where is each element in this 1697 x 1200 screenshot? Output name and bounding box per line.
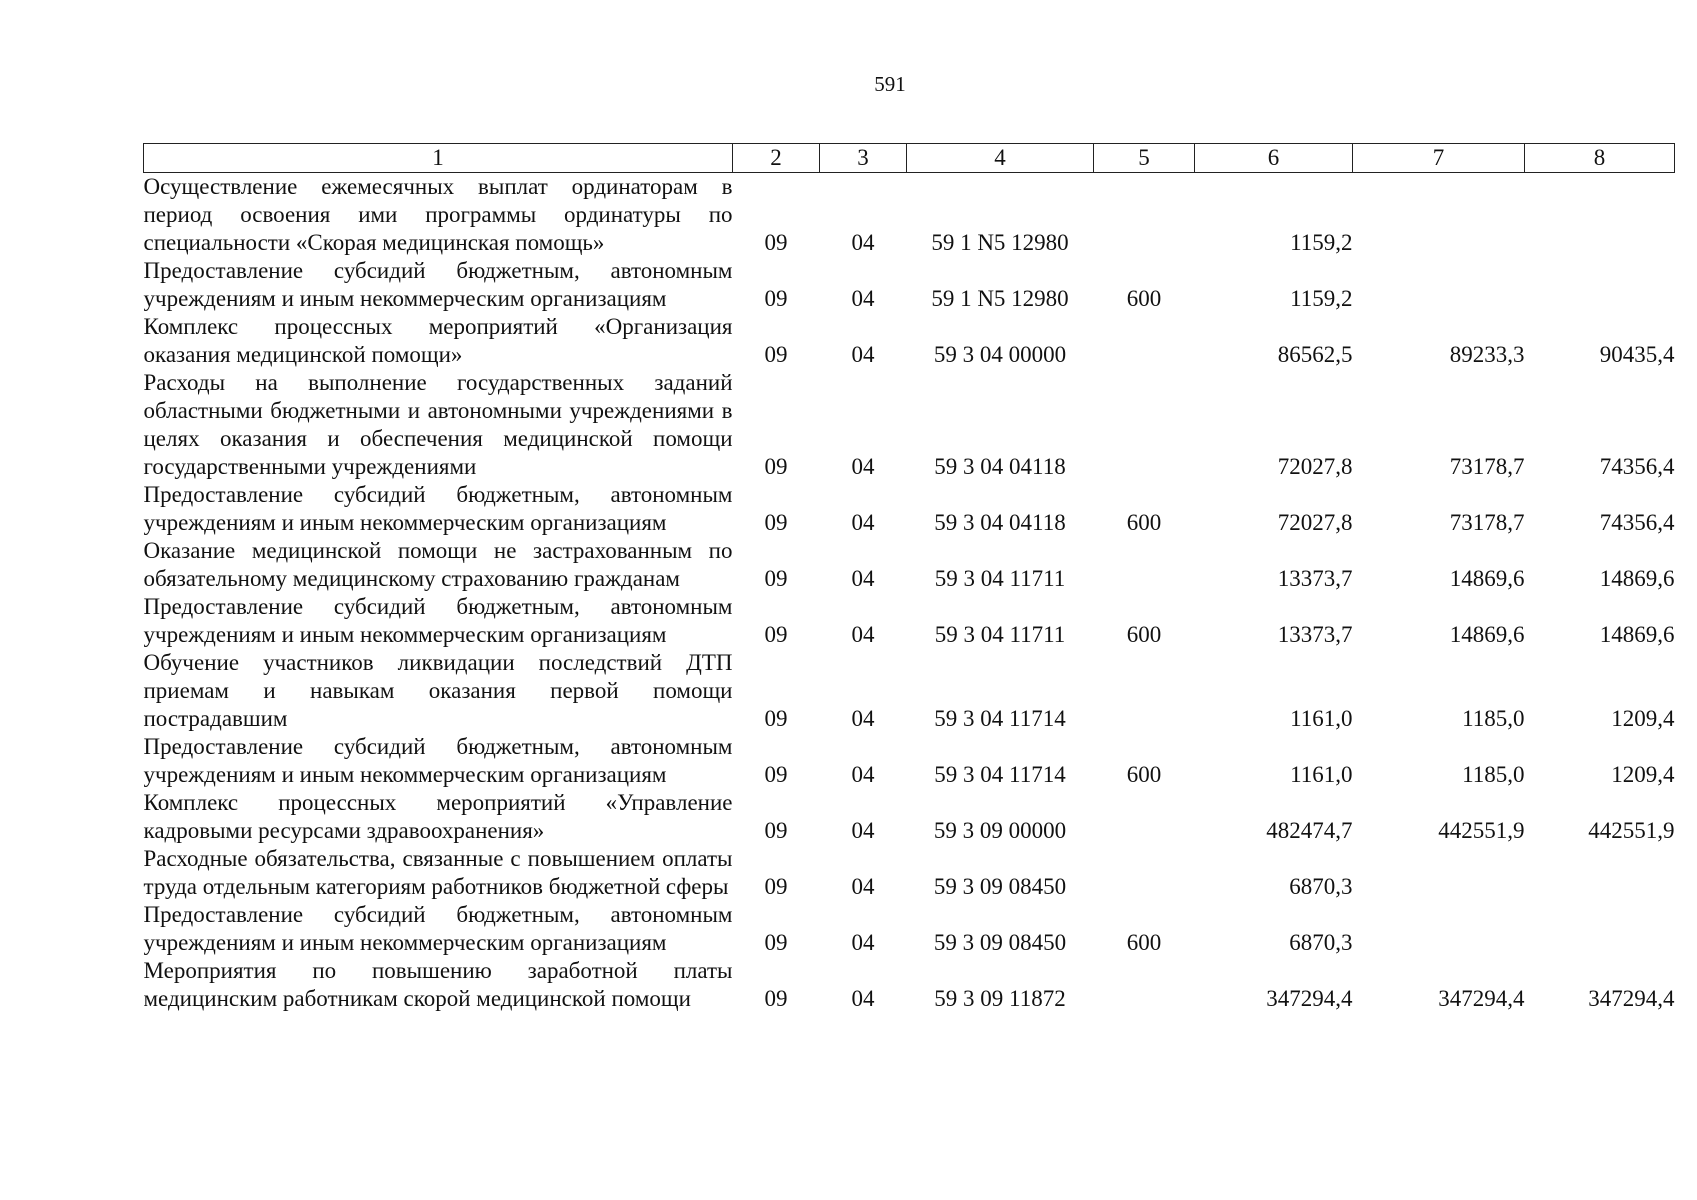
expense-type-code — [1094, 313, 1195, 369]
amount-column-6: 1161,0 — [1290, 762, 1353, 787]
amount-column-6: 86562,5 — [1277, 342, 1353, 367]
amount-column-7 — [1353, 173, 1525, 258]
target-article-code: 59 3 04 11714 — [934, 762, 1066, 787]
target-article-code: 59 3 09 08450 — [933, 930, 1067, 955]
row-name: Расходы на выполнение государственных заданий областными бюджетными и автономными учреждениями в целях оказания и обеспечения медицинской помощи государственными учреждениями — [143, 370, 733, 479]
amount-column-8 — [1525, 901, 1675, 957]
amount-column-7 — [1353, 257, 1525, 313]
amount-column-8: 1209,4 — [1611, 762, 1675, 787]
table-body — [144, 173, 1675, 1014]
subsection-code: 04 — [851, 762, 875, 787]
amount-column-7 — [1353, 901, 1525, 957]
subsection-code: 04 — [851, 930, 875, 955]
target-article-code: 59 3 09 00000 — [933, 818, 1067, 843]
amount-column-8: 1209,4 — [1611, 706, 1675, 731]
section-code: 09 — [764, 874, 788, 899]
subsection-code: 04 — [851, 622, 875, 647]
target-article-code: 59 3 04 04118 — [934, 510, 1066, 535]
expense-type-code — [1094, 369, 1195, 481]
amount-column-8: 14869,6 — [1599, 622, 1675, 647]
table-row — [144, 957, 1675, 1013]
row-name: Обучение участников ликвидации последствий ДТП приемам и навыкам оказания первой помощи пострадавшим — [143, 650, 733, 731]
amount-column-8 — [1525, 173, 1675, 258]
amount-column-7: 73178,7 — [1449, 454, 1525, 479]
target-article-code: 59 3 04 04118 — [934, 454, 1066, 479]
amount-column-6: 72027,8 — [1277, 510, 1353, 535]
amount-column-8: 14869,6 — [1599, 566, 1675, 591]
subsection-code: 04 — [851, 706, 875, 731]
column-header: 3 — [820, 144, 907, 173]
table-row — [144, 537, 1675, 593]
section-code: 09 — [764, 762, 788, 787]
table-row — [144, 845, 1675, 901]
amount-column-7: 89233,3 — [1449, 342, 1525, 367]
amount-column-7: 14869,6 — [1449, 566, 1525, 591]
table-row — [144, 901, 1675, 957]
column-header: 5 — [1094, 144, 1195, 173]
target-article-code: 59 1 N5 12980 — [931, 230, 1069, 255]
table-row — [144, 789, 1675, 845]
table-row — [144, 313, 1675, 369]
amount-column-7: 14869,6 — [1449, 622, 1525, 647]
column-header: 6 — [1195, 144, 1353, 173]
expense-type-code: 600 — [1126, 286, 1162, 311]
expense-type-code — [1094, 537, 1195, 593]
budget-table — [143, 143, 1675, 1013]
section-code: 09 — [764, 342, 788, 367]
row-name: Мероприятия по повышению заработной платы медицинским работникам скорой медицинской помощи — [143, 958, 733, 1011]
column-header: 2 — [733, 144, 820, 173]
column-header: 7 — [1353, 144, 1525, 173]
table-row — [144, 257, 1675, 313]
target-article-code: 59 3 04 11711 — [934, 622, 1066, 647]
amount-column-6: 13373,7 — [1277, 622, 1353, 647]
row-name: Предоставление субсидий бюджетным, автономным учреждениям и иным некоммерческим организациям — [143, 902, 733, 955]
column-header: 1 — [144, 144, 733, 173]
subsection-code: 04 — [851, 230, 875, 255]
subsection-code: 04 — [851, 986, 875, 1011]
amount-column-7: 1185,0 — [1462, 762, 1525, 787]
target-article-code: 59 3 04 11714 — [934, 706, 1066, 731]
subsection-code: 04 — [851, 510, 875, 535]
row-name: Предоставление субсидий бюджетным, автономным учреждениям и иным некоммерческим организациям — [143, 594, 733, 647]
table-row — [144, 481, 1675, 537]
amount-column-6: 347294,4 — [1266, 986, 1353, 1011]
table-header — [144, 144, 1675, 173]
amount-column-6: 6870,3 — [1289, 930, 1353, 955]
section-code: 09 — [764, 930, 788, 955]
amount-column-8: 442551,9 — [1588, 818, 1675, 843]
expense-type-code — [1094, 649, 1195, 733]
amount-column-8: 347294,4 — [1588, 986, 1675, 1011]
column-header: 4 — [907, 144, 1094, 173]
table-row — [144, 733, 1675, 789]
amount-column-8 — [1525, 845, 1675, 901]
amount-column-6: 1159,2 — [1290, 286, 1353, 311]
amount-column-6: 72027,8 — [1277, 454, 1353, 479]
expense-type-code — [1094, 957, 1195, 1013]
header-row — [144, 144, 1675, 173]
expense-type-code: 600 — [1126, 930, 1162, 955]
section-code: 09 — [764, 818, 788, 843]
row-name: Осуществление ежемесячных выплат ординаторам в период освоения ими программы ординатуры по специальности «Скорая медицинская помощь» — [143, 174, 733, 255]
amount-column-6: 1161,0 — [1290, 706, 1353, 731]
subsection-code: 04 — [851, 286, 875, 311]
row-name: Предоставление субсидий бюджетным, автономным учреждениям и иным некоммерческим организациям — [143, 734, 733, 787]
expense-type-code — [1094, 789, 1195, 845]
column-header: 8 — [1525, 144, 1675, 173]
row-name: Комплекс процессных мероприятий «Управление кадровыми ресурсами здравоохранения» — [143, 790, 733, 843]
target-article-code: 59 3 04 11711 — [934, 566, 1066, 591]
amount-column-8: 74356,4 — [1599, 454, 1675, 479]
subsection-code: 04 — [851, 342, 875, 367]
amount-column-8: 74356,4 — [1599, 510, 1675, 535]
target-article-code: 59 3 09 08450 — [933, 874, 1067, 899]
row-name: Комплекс процессных мероприятий «Организация оказания медицинской помощи» — [143, 314, 733, 367]
expense-type-code: 600 — [1126, 622, 1162, 647]
table-row — [144, 173, 1675, 258]
section-code: 09 — [764, 510, 788, 535]
target-article-code: 59 1 N5 12980 — [931, 286, 1069, 311]
amount-column-6: 1159,2 — [1290, 230, 1353, 255]
expense-type-code — [1094, 173, 1195, 258]
section-code: 09 — [764, 454, 788, 479]
section-code: 09 — [764, 230, 788, 255]
subsection-code: 04 — [851, 454, 875, 479]
section-code: 09 — [764, 706, 788, 731]
table-row — [144, 593, 1675, 649]
row-name: Оказание медицинской помощи не застрахованным по обязательному медицинскому страхованию гражданам — [143, 538, 733, 591]
subsection-code: 04 — [851, 818, 875, 843]
expense-type-code — [1094, 845, 1195, 901]
target-article-code: 59 3 04 00000 — [933, 342, 1067, 367]
amount-column-8 — [1525, 257, 1675, 313]
table-row — [144, 369, 1675, 481]
section-code: 09 — [764, 986, 788, 1011]
amount-column-7: 347294,4 — [1438, 986, 1525, 1011]
section-code: 09 — [764, 286, 788, 311]
amount-column-6: 6870,3 — [1289, 874, 1353, 899]
amount-column-7: 442551,9 — [1438, 818, 1525, 843]
amount-column-8: 90435,4 — [1599, 342, 1675, 367]
section-code: 09 — [764, 622, 788, 647]
amount-column-6: 13373,7 — [1277, 566, 1353, 591]
page-number: 591 — [874, 72, 906, 96]
amount-column-7 — [1353, 845, 1525, 901]
subsection-code: 04 — [851, 566, 875, 591]
target-article-code: 59 3 09 11872 — [934, 986, 1066, 1011]
row-name: Предоставление субсидий бюджетным, автономным учреждениям и иным некоммерческим организациям — [143, 258, 733, 311]
table-row — [144, 649, 1675, 733]
row-name: Расходные обязательства, связанные с повышением оплаты труда отдельным категориям работников бюджетной сферы — [143, 846, 733, 899]
amount-column-6: 482474,7 — [1266, 818, 1353, 843]
expense-type-code: 600 — [1126, 762, 1162, 787]
section-code: 09 — [764, 566, 788, 591]
amount-column-7: 1185,0 — [1462, 706, 1525, 731]
expense-type-code: 600 — [1126, 510, 1162, 535]
amount-column-7: 73178,7 — [1449, 510, 1525, 535]
subsection-code: 04 — [851, 874, 875, 899]
row-name: Предоставление субсидий бюджетным, автономным учреждениям и иным некоммерческим организациям — [143, 482, 733, 535]
